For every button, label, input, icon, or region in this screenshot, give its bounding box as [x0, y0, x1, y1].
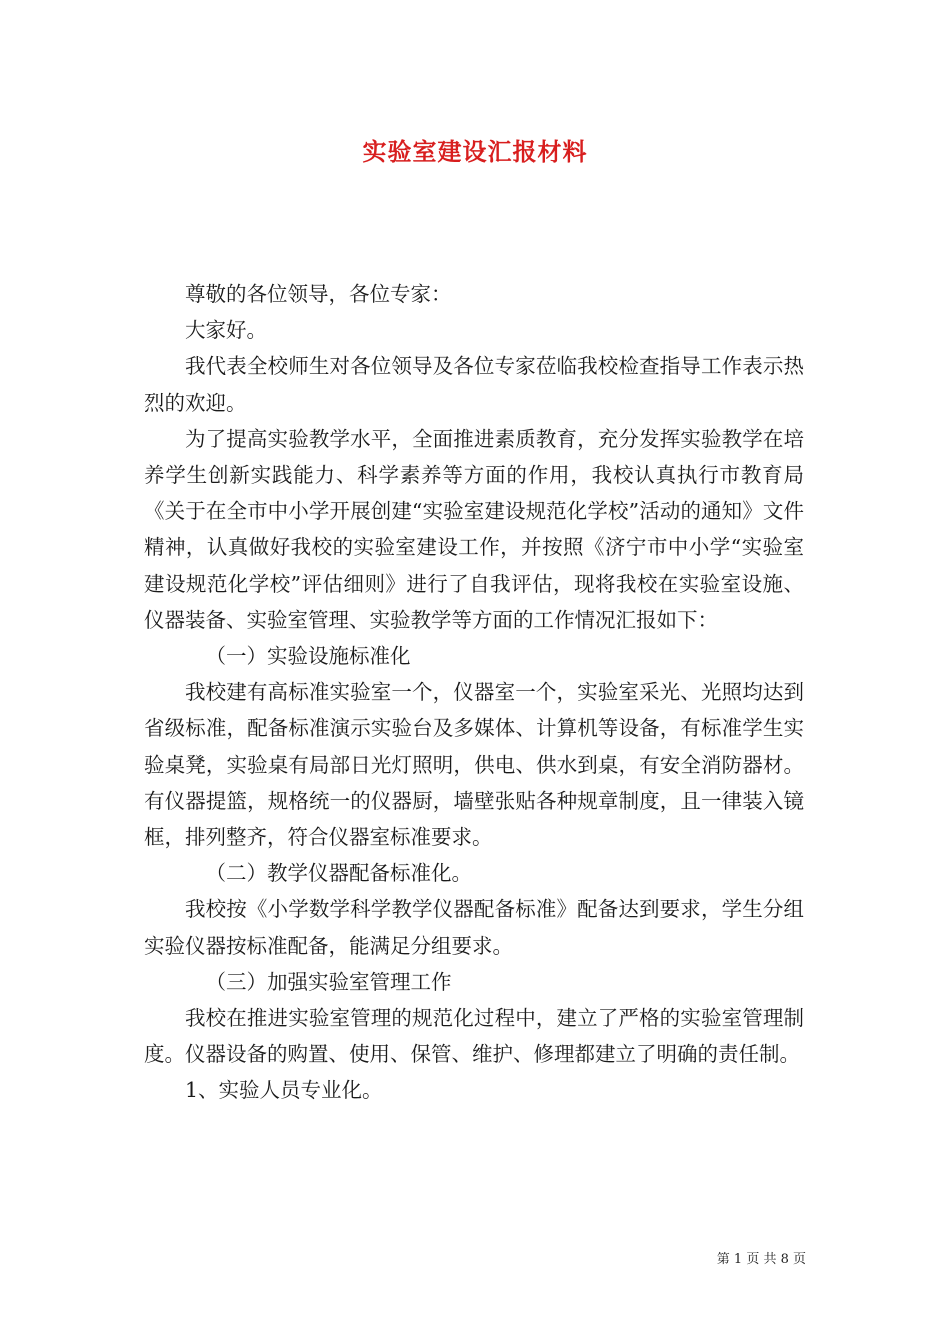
document-body — [144, 276, 804, 1109]
section-heading-2: （二）教学仪器配备标准化。 — [205, 861, 472, 886]
document-title: 实验室建设汇报材料 — [362, 137, 588, 166]
section-heading-3: （三）加强实验室管理工作 — [205, 969, 452, 994]
equipment-paragraph: 我校按《小学数学科学教学仪器配备标准》配备达到要求，学生分组实验仪器按标准配备，能满足分组要求。 — [144, 897, 804, 958]
page-number-footer: 第 1 页 共 8 页 — [716, 1252, 806, 1267]
intro-paragraph: 为了提高实验教学水平，全面推进素质教育，充分发挥实验教学在培养学生创新实践能力、科学素养等方面的作用，我校认真执行市教育局《关于在全市中小学开展创建“实验室建设规范化学校”活动的通知》文件精神，认真做好我校的实验室建设工作，并按照《济宁市中小学“实验室建设规范化学校”评估细则》进行了自我评估，现将我校在实验室设施、仪器装备、实验室管理、实验教学等方面的工作情况汇报如下： — [144, 426, 804, 632]
facilities-paragraph: 我校建有高标准实验室一个，仪器室一个，实验室采光、光照均达到省级标准，配备标准演示实验台及多媒体、计算机等设备，有标准学生实验桌凳，实验桌有局部日光灯照明，供电、供水到桌，有安全消防器材。有仪器提篮，规格统一的仪器厨，墙壁张贴各种规章制度，且一律装入镜框，排列整齐，符合仪器室标准要求。 — [144, 680, 804, 850]
greeting-paragraph: 尊敬的各位领导，各位专家： — [185, 282, 452, 306]
welcome-paragraph: 我代表全校师生对各位领导及各位专家莅临我校检查指导工作表示热烈的欢迎。 — [144, 354, 804, 415]
staff-item-paragraph: 1、实验人员专业化。 — [185, 1078, 383, 1103]
section-heading-1: （一）实验设施标准化 — [205, 644, 411, 669]
hello-paragraph: 大家好。 — [185, 318, 267, 343]
management-paragraph: 我校在推进实验室管理的规范化过程中，建立了严格的实验室管理制度。仪器设备的购置、使用、保管、维护、修理都建立了明确的责任制。 — [144, 1006, 804, 1067]
